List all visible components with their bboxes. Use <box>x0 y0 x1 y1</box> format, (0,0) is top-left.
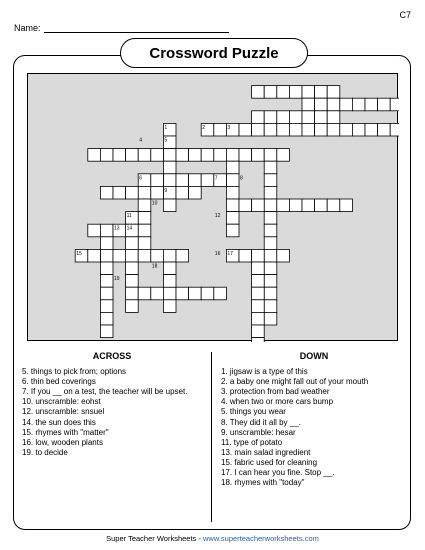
across-clue: 7. If you __ on a test, the teacher will be upset. <box>22 387 188 397</box>
grid-cell[interactable] <box>327 199 340 212</box>
grid-cell[interactable] <box>289 123 302 136</box>
grid-cell[interactable] <box>277 199 290 212</box>
grid-cell[interactable] <box>264 275 277 288</box>
grid-cell[interactable] <box>138 237 151 250</box>
grid-cell[interactable] <box>315 123 328 136</box>
grid-cell[interactable] <box>176 287 189 300</box>
grid-cell[interactable] <box>315 98 328 111</box>
grid-cell[interactable] <box>315 199 328 212</box>
grid-cell[interactable] <box>252 111 265 124</box>
grid-cell[interactable] <box>201 174 214 187</box>
grid-cell[interactable] <box>100 149 113 162</box>
grid-cell[interactable] <box>378 98 391 111</box>
across-list <box>22 367 202 458</box>
grid-cell[interactable] <box>88 149 101 162</box>
grid-cell[interactable] <box>277 249 290 262</box>
clue-number: 6 <box>139 175 142 182</box>
grid-cell[interactable] <box>226 186 239 199</box>
down-clue: 1. jigsaw is a type of this <box>221 367 308 377</box>
grid-cell[interactable] <box>100 312 113 325</box>
worksheet-code: C7 <box>399 10 411 20</box>
grid-cell[interactable] <box>138 199 151 212</box>
grid-cell[interactable] <box>327 123 340 136</box>
clue-number: 13 <box>114 225 120 232</box>
grid-cell[interactable] <box>226 199 239 212</box>
grid-cell[interactable] <box>340 199 353 212</box>
grid-cell[interactable] <box>252 199 265 212</box>
grid-cell[interactable] <box>138 149 151 162</box>
grid-cell[interactable] <box>214 287 227 300</box>
clue-number: 2 <box>202 124 205 131</box>
grid-cell[interactable] <box>302 86 315 99</box>
grid-cell[interactable] <box>378 123 391 136</box>
grid-cell[interactable] <box>252 325 265 338</box>
grid-cell[interactable] <box>113 249 126 262</box>
grid-cell[interactable] <box>163 174 176 187</box>
grid-cell[interactable] <box>226 161 239 174</box>
grid-cell[interactable] <box>239 199 252 212</box>
grid-cell[interactable] <box>340 98 353 111</box>
grid-cell[interactable] <box>176 186 189 199</box>
grid-cell[interactable] <box>289 199 302 212</box>
grid-cell[interactable] <box>264 149 277 162</box>
down-clue: 5. things you wear <box>221 407 286 417</box>
grid-cell[interactable] <box>277 149 290 162</box>
name-field <box>14 23 229 33</box>
grid-cell[interactable] <box>226 212 239 225</box>
clue-number: 19 <box>114 276 120 283</box>
down-clue: 8. They did it all by __. <box>221 417 301 427</box>
grid-cell[interactable] <box>264 161 277 174</box>
grid-cell[interactable] <box>365 98 378 111</box>
across-clues <box>22 351 202 458</box>
grid-cell[interactable] <box>138 212 151 225</box>
grid-cell[interactable] <box>302 98 315 111</box>
across-heading: ACROSS <box>92 351 132 361</box>
clue-number: 17 <box>227 250 233 257</box>
grid-cell[interactable] <box>100 249 113 262</box>
grid-cell[interactable] <box>239 249 252 262</box>
grid-cell[interactable] <box>163 287 176 300</box>
grid-cell[interactable] <box>252 300 265 313</box>
grid-cell[interactable] <box>277 123 290 136</box>
grid-cell[interactable] <box>264 174 277 187</box>
grid-cell[interactable] <box>390 98 399 111</box>
grid-cell[interactable] <box>264 199 277 212</box>
grid-cell[interactable] <box>264 224 277 237</box>
name-label: Name: <box>14 23 41 33</box>
grid-cell[interactable] <box>264 186 277 199</box>
grid-cell[interactable] <box>113 186 126 199</box>
clue-number: 8 <box>240 175 243 182</box>
grid-cell[interactable] <box>100 287 113 300</box>
clue-number: 16 <box>214 250 221 257</box>
grid-cell[interactable] <box>264 111 277 124</box>
down-clue: 9. unscramble: hesar <box>221 427 296 437</box>
grid-cell[interactable] <box>163 249 176 262</box>
grid-cell[interactable] <box>201 149 214 162</box>
grid-cell[interactable] <box>100 186 113 199</box>
clue-number: 9 <box>164 187 168 194</box>
grid-cell[interactable] <box>163 300 176 313</box>
clue-number: 12 <box>214 213 221 220</box>
grid-cell[interactable] <box>252 249 265 262</box>
grid-cell[interactable] <box>138 249 151 262</box>
footer-url[interactable]: www.superteacherworksheets.com <box>202 534 319 543</box>
grid-cell[interactable] <box>252 86 265 99</box>
footer <box>0 534 425 543</box>
grid-cell[interactable] <box>302 111 315 124</box>
grid-cell[interactable] <box>264 86 277 99</box>
grid-cell[interactable] <box>163 161 176 174</box>
crossword-grid-svg <box>28 74 399 342</box>
name-line[interactable] <box>44 23 229 33</box>
grid-cell[interactable] <box>327 98 340 111</box>
grid-cell[interactable] <box>252 287 265 300</box>
grid-cell[interactable] <box>151 174 164 187</box>
down-clue: 15. fabric used for cleaning <box>221 457 318 467</box>
clue-number: 3 <box>227 124 231 131</box>
grid-cell[interactable] <box>252 275 265 288</box>
clue-number: 15 <box>76 250 82 257</box>
across-clue: 14. the sun does this <box>22 417 96 427</box>
grid-cell[interactable] <box>264 300 277 313</box>
grid-cell[interactable] <box>226 149 239 162</box>
clue-number: 5 <box>164 137 168 144</box>
clue-number: 1 <box>164 124 168 131</box>
down-clues <box>221 351 407 488</box>
down-clue: 3. protection from bad weather <box>221 387 330 397</box>
grid-cell[interactable] <box>315 111 328 124</box>
clue-number: 7 <box>214 175 218 182</box>
grid-cell[interactable] <box>163 199 176 212</box>
grid-cell[interactable] <box>100 300 113 313</box>
grid-cell[interactable] <box>189 174 202 187</box>
grid-cell[interactable] <box>315 86 328 99</box>
grid-cell[interactable] <box>302 123 315 136</box>
grid-cell[interactable] <box>239 123 252 136</box>
across-clue: 6. thin bed coverings <box>22 377 96 387</box>
grid-cell[interactable] <box>226 174 239 187</box>
grid-cell[interactable] <box>138 224 151 237</box>
grid-cell[interactable] <box>264 237 277 250</box>
down-heading: DOWN <box>299 351 329 361</box>
grid-cell[interactable] <box>302 199 315 212</box>
down-clue: 17. I can hear you fine. Stop __. <box>221 468 335 478</box>
down-clue: 18. rhymes with "today" <box>221 478 305 488</box>
grid-cell[interactable] <box>264 312 277 325</box>
grid-cell[interactable] <box>264 123 277 136</box>
clue-number: 14 <box>126 225 133 232</box>
grid-cell[interactable] <box>126 186 139 199</box>
grid-cell[interactable] <box>390 123 399 136</box>
grid-cell[interactable] <box>88 224 101 237</box>
grid-cell[interactable] <box>100 262 113 275</box>
clue-number: 18 <box>151 263 158 270</box>
grid-cell[interactable] <box>277 86 290 99</box>
down-clue: 4. when two or more cars bump <box>221 397 334 407</box>
grid-cell[interactable] <box>277 111 290 124</box>
across-clue: 12. unscramble: snsuel <box>22 407 105 417</box>
crossword-grid <box>27 73 398 341</box>
clue-divider <box>211 352 212 522</box>
grid-cell[interactable] <box>252 312 265 325</box>
grid-cell[interactable] <box>327 111 340 124</box>
grid-cell[interactable] <box>239 149 252 162</box>
grid-cell[interactable] <box>264 262 277 275</box>
across-clue: 10. unscramble: eohst <box>22 397 101 407</box>
clue-number: 11 <box>126 213 132 220</box>
grid-cell[interactable] <box>252 338 265 342</box>
grid-cell[interactable] <box>151 287 164 300</box>
page-title: Crossword Puzzle <box>120 38 308 68</box>
grid-cell[interactable] <box>264 287 277 300</box>
down-clue: 2. a baby one might fall out of your mouth <box>221 377 369 387</box>
grid-cell[interactable] <box>327 86 340 99</box>
grid-cell[interactable] <box>201 287 214 300</box>
across-clue: 5. things to pick from; options <box>22 367 127 377</box>
grid-cell[interactable] <box>126 300 139 313</box>
grid-cell[interactable] <box>126 262 139 275</box>
grid-cell[interactable] <box>264 212 277 225</box>
across-clue: 19. to decide <box>22 447 68 457</box>
grid-cell[interactable] <box>176 174 189 187</box>
down-list <box>221 367 407 488</box>
grid-cell[interactable] <box>100 275 113 288</box>
grid-cell[interactable] <box>126 287 139 300</box>
grid-cell[interactable] <box>189 186 202 199</box>
grid-cell[interactable] <box>138 186 151 199</box>
grid-cell[interactable] <box>226 224 239 237</box>
grid-cell[interactable] <box>151 249 164 262</box>
down-clue: 11. type of potato <box>221 437 283 447</box>
grid-cell[interactable] <box>113 149 126 162</box>
grid-cell[interactable] <box>214 123 227 136</box>
grid-cell[interactable] <box>176 249 189 262</box>
grid-cell[interactable] <box>189 287 202 300</box>
grid-cell[interactable] <box>189 149 202 162</box>
grid-cell[interactable] <box>163 275 176 288</box>
grid-cell[interactable] <box>252 149 265 162</box>
grid-cell[interactable] <box>126 237 139 250</box>
grid-cell[interactable] <box>126 275 139 288</box>
grid-cell[interactable] <box>100 224 113 237</box>
grid-cell[interactable] <box>352 98 365 111</box>
grid-cell[interactable] <box>138 287 151 300</box>
grid-cell[interactable] <box>264 249 277 262</box>
clue-number: 4 <box>139 137 142 144</box>
grid-cell[interactable] <box>126 249 139 262</box>
grid-cell[interactable] <box>151 149 164 162</box>
grid-cell[interactable] <box>340 123 353 136</box>
grid-cell[interactable] <box>163 149 176 162</box>
down-clue: 13. main salad ingredient <box>221 447 311 457</box>
across-clue: 15. rhymes with "matter" <box>22 427 109 437</box>
grid-cell[interactable] <box>352 123 365 136</box>
grid-cell[interactable] <box>252 262 265 275</box>
grid-cell[interactable] <box>289 86 302 99</box>
grid-cell[interactable] <box>100 325 113 338</box>
grid-cell[interactable] <box>176 149 189 162</box>
grid-cell[interactable] <box>214 149 227 162</box>
grid-cell[interactable] <box>289 111 302 124</box>
footer-text: Super Teacher Worksheets - <box>106 534 203 543</box>
grid-cell[interactable] <box>151 186 164 199</box>
grid-cell[interactable] <box>365 123 378 136</box>
across-clue: 16. low, wooden plants <box>22 437 103 447</box>
grid-cell[interactable] <box>163 262 176 275</box>
grid-cell[interactable] <box>252 123 265 136</box>
grid-cell[interactable] <box>100 237 113 250</box>
grid-cell[interactable] <box>126 149 139 162</box>
clue-number: 10 <box>151 200 158 207</box>
grid-cell[interactable] <box>88 249 101 262</box>
